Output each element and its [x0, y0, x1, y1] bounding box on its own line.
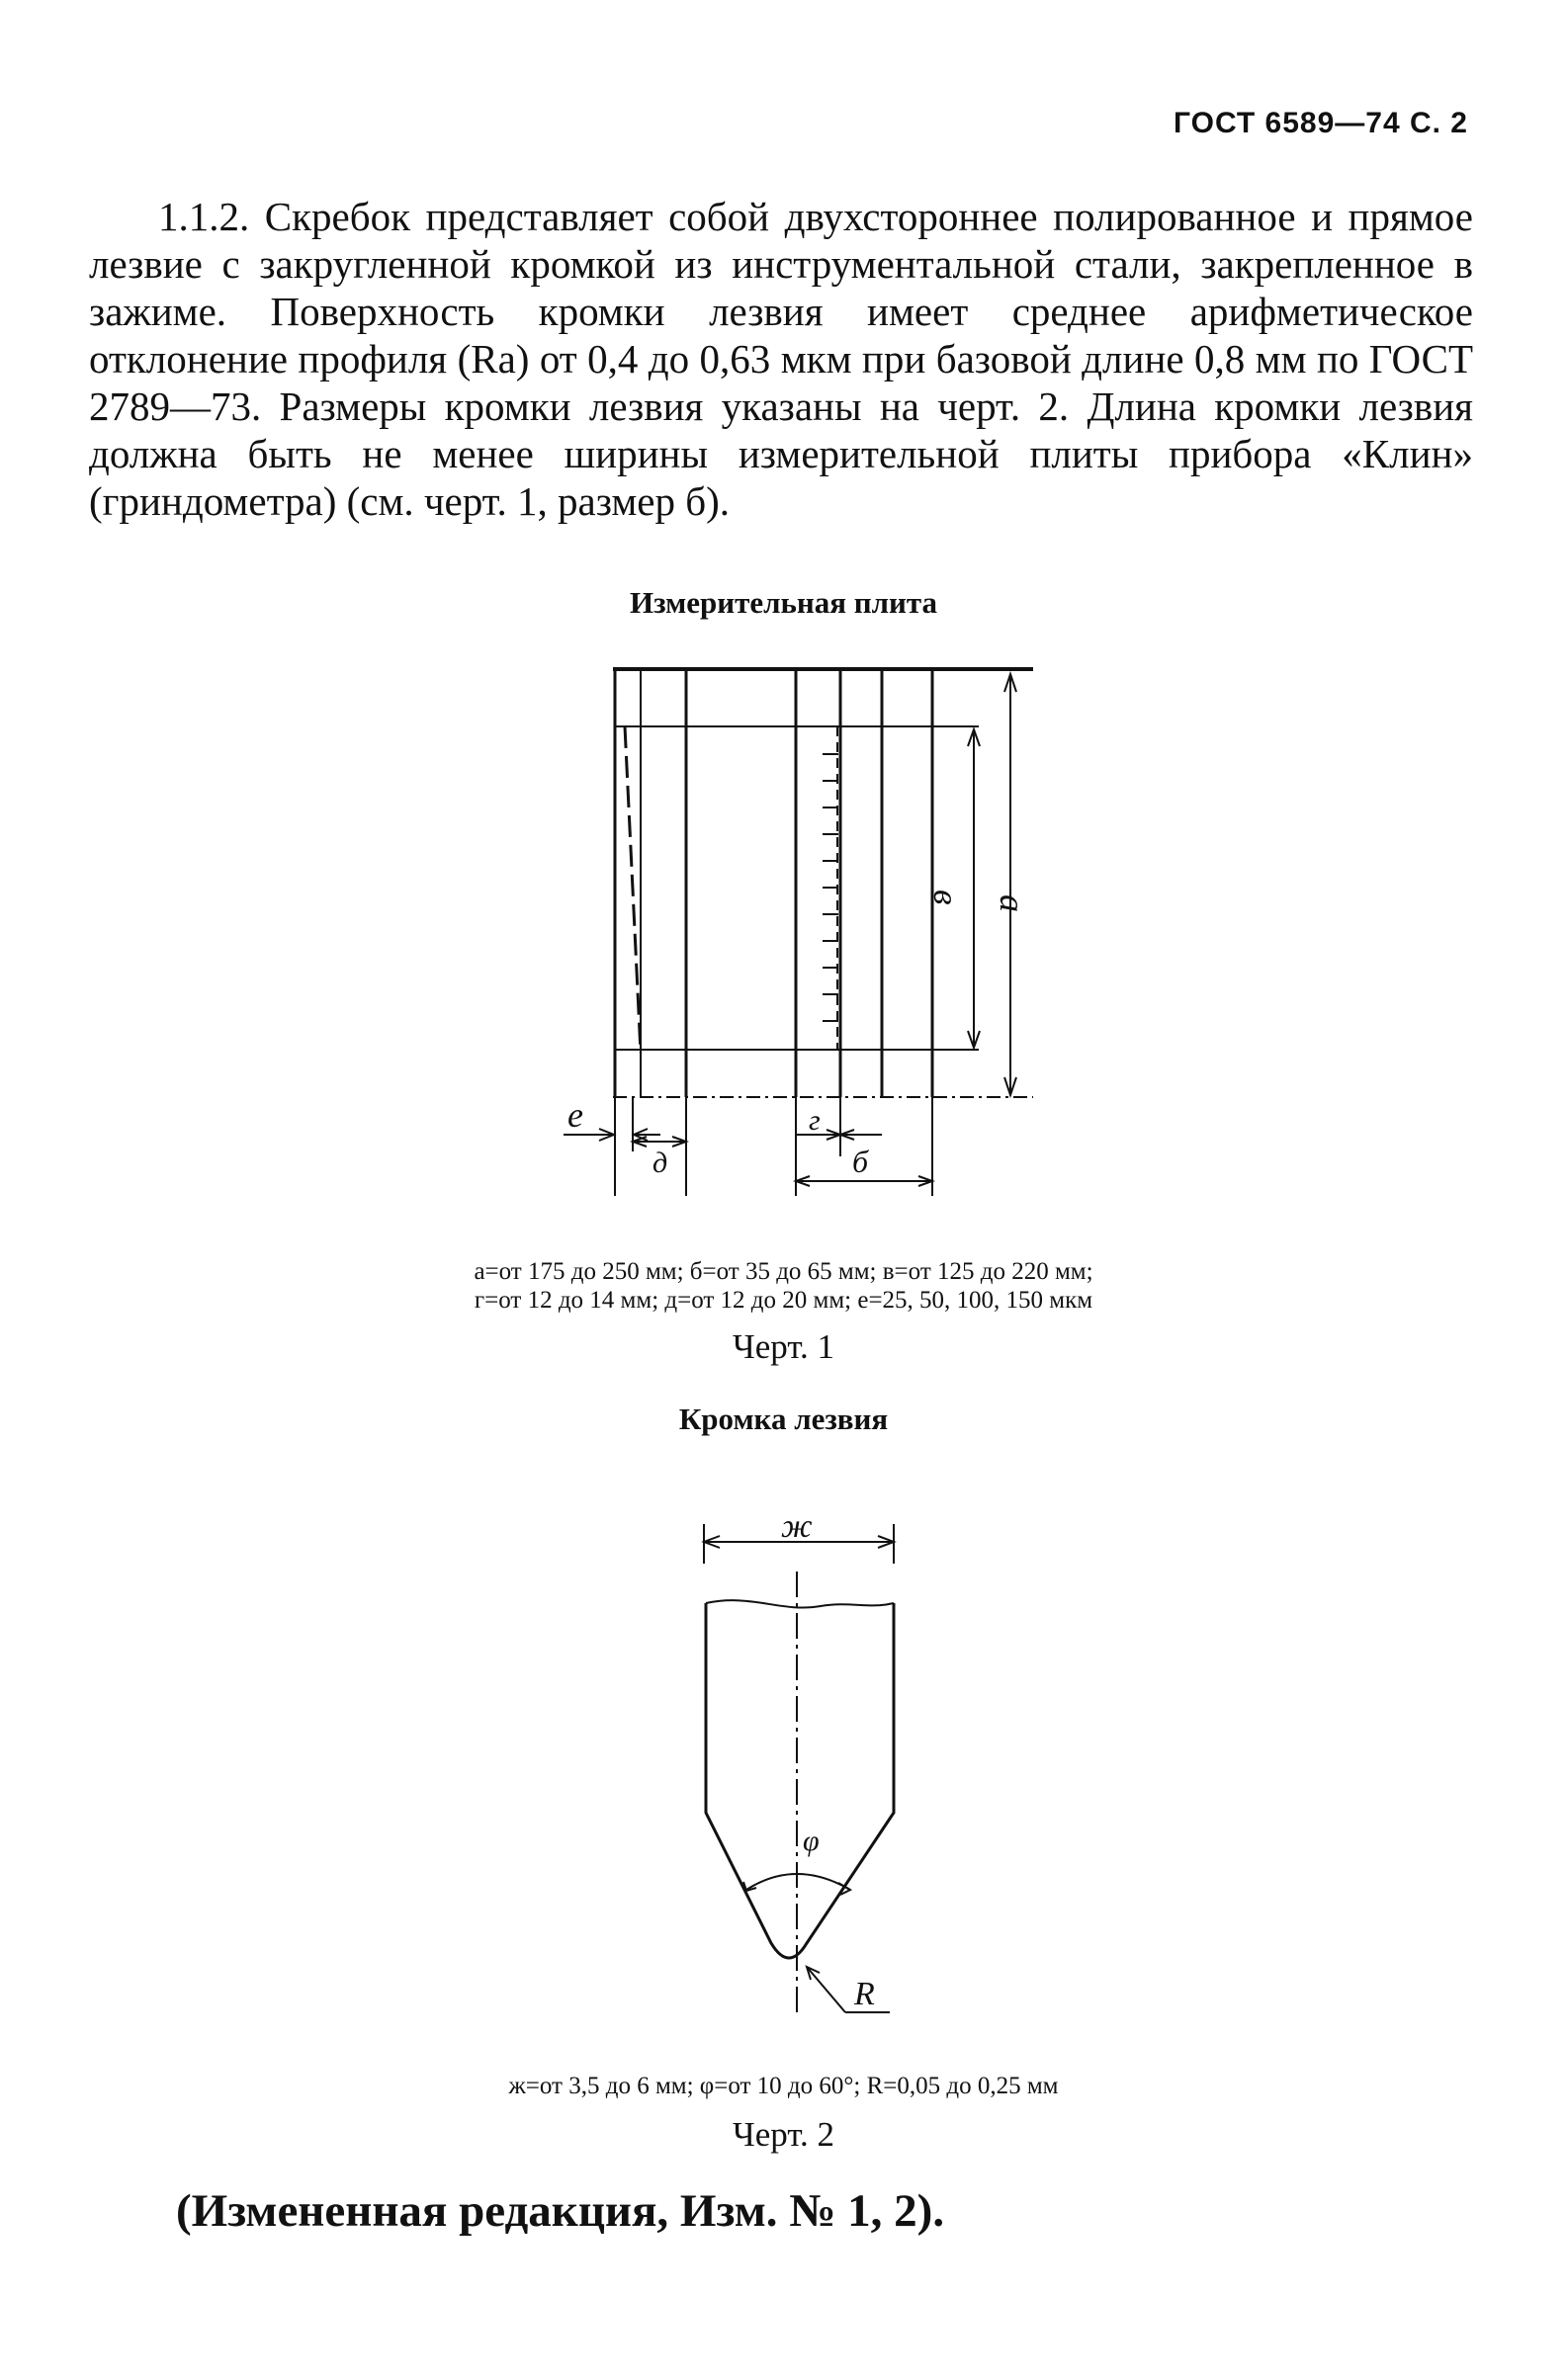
label-v: в	[926, 890, 966, 905]
figure2-labels	[781, 1508, 875, 2012]
angle-arc	[746, 1874, 850, 1890]
figure1-legend-line2: г=от 12 до 14 мм; д=от 12 до 20 мм; е=25, 50, 100, 150 мкм	[474, 1287, 1093, 1314]
label-g: г	[809, 1104, 821, 1137]
body-paragraph: 1.1.2. Скребок представляет собой двухстороннее полированное и прямое лезвие с закругленной кромкой из инструментальной стали, закрепленное в зажиме. Поверхность кромки лезвия имеет среднее арифметическое отклонение профиля (Ra) от 0,4 до 0,63 мкм при базовой длине 0,8 мм по ГОСТ 2789—73. Размеры кромки лезвия указаны на черт. 2. Длина кромки лезвия должна быть не менее ширины измерительной плиты прибора «Клин» (гриндометра) (см. черт. 1, размер б).	[89, 194, 1473, 524]
radius-leader	[807, 1967, 845, 2012]
blade-break-line	[706, 1600, 894, 1607]
scale-ticks	[823, 754, 838, 1021]
figure1-title: Измерительная плита	[630, 585, 937, 620]
figure2-caption: Черт. 2	[733, 2115, 834, 2154]
figure2-legend: ж=от 3,5 до 6 мм; φ=от 10 до 60°; R=0,05 до 0,25 мм	[508, 2073, 1059, 2099]
label-b: б	[852, 1144, 869, 1179]
label-a: а	[993, 894, 1032, 912]
label-R: R	[854, 1976, 875, 2012]
figure1-caption: Черт. 1	[733, 1327, 834, 1366]
label-d: д	[653, 1147, 668, 1179]
figure2-drawing	[704, 1524, 894, 2016]
label-phi: φ	[803, 1825, 820, 1857]
label-zh: ж	[781, 1508, 813, 1545]
figure1-drawing	[564, 669, 1033, 1196]
label-e: е	[567, 1095, 583, 1135]
amendment-note: (Измененная редакция, Изм. № 1, 2).	[176, 2185, 945, 2237]
wedge-line	[625, 726, 641, 1053]
figure2-title: Кромка лезвия	[678, 1402, 889, 1436]
page-header: ГОСТ 6589—74 С. 2	[1174, 107, 1468, 139]
blade-outline	[706, 1603, 894, 1958]
figure1-legend-line1: а=от 175 до 250 мм; б=от 35 до 65 мм; в=от 125 до 220 мм;	[474, 1258, 1093, 1285]
